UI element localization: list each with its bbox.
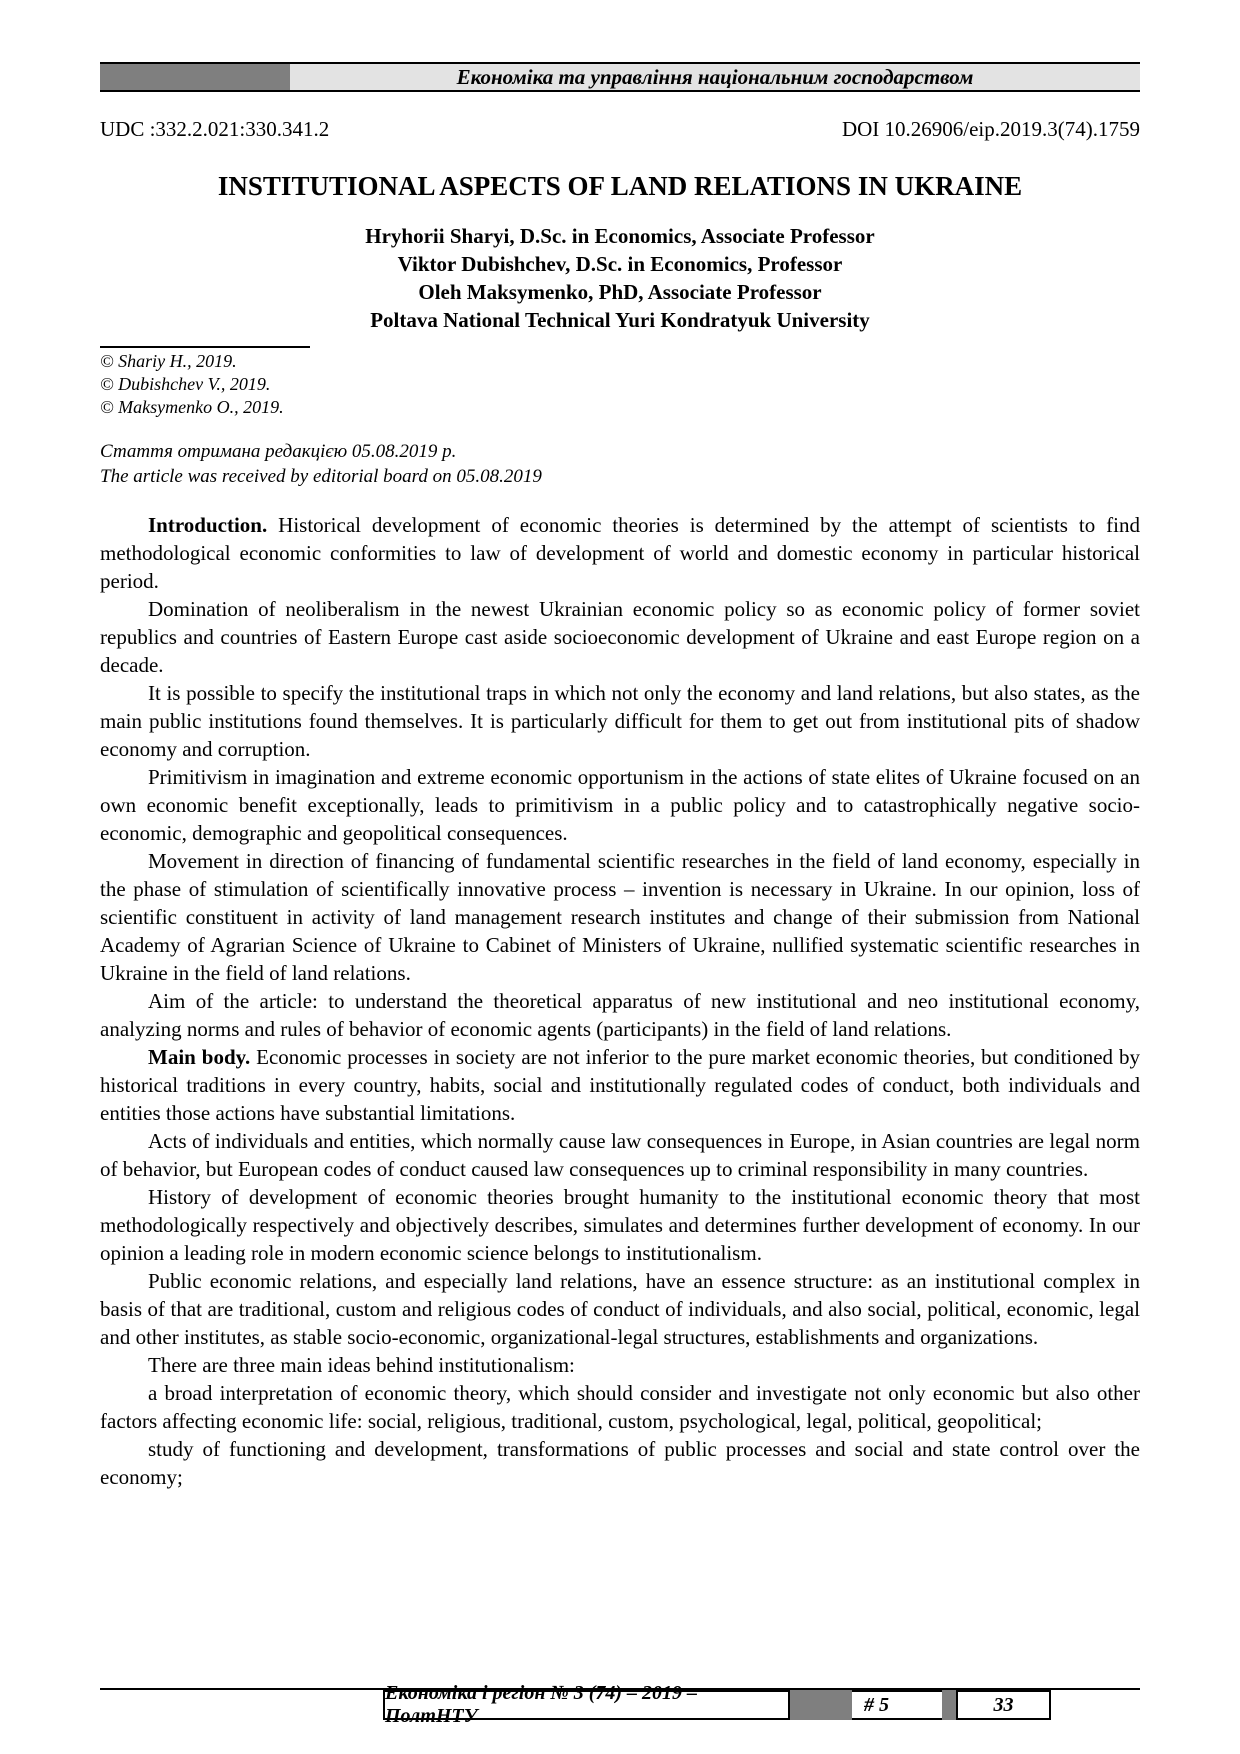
paragraph: There are three main ideas behind institutionalism: xyxy=(148,1353,575,1377)
paragraph: Primitivism in imagination and extreme economic opportunism in the actions of state elites of Ukraine focused on an own economic benefit exceptionally, leads to primitivism in a public policy and to catastrophically negative socio-economic, demographic and geopolitical consequences. xyxy=(100,765,1140,845)
copyright-line: © Maksymenko O., 2019. xyxy=(100,397,284,417)
received-date-en: The article was received by editorial board on 05.08.2019 xyxy=(100,466,542,487)
paragraph: a broad interpretation of economic theory, which should consider and investigate not only economic but also other factors affecting economic life: social, religious, traditional, custom, psychological, legal, political, geopolitical; xyxy=(100,1381,1140,1433)
doi-code: DOI 10.26906/eip.2019.3(74).1759 xyxy=(841,117,1140,141)
authors-block xyxy=(100,222,1140,334)
paragraph: Acts of individuals and entities, which normally cause law consequences in Europe, in Asian countries are legal norm of behavior, but European codes of conduct caused law consequences up to criminal responsibility in many countries. xyxy=(100,1129,1140,1181)
received-date-uk: Стаття отримана редакцією 05.08.2019 р. xyxy=(100,441,457,462)
article-title: INSTITUTIONAL ASPECTS OF LAND RELATIONS IN UKRAINE xyxy=(217,171,1023,201)
paragraph-lead: Introduction. xyxy=(148,513,279,537)
paragraph: Aim of the article: to understand the theoretical apparatus of new institutional and neo institutional economy, analyzing norms and rules of behavior of economic agents (participants) in the field of land relations. xyxy=(100,989,1140,1041)
paragraph: Public economic relations, and especially land relations, have an essence structure: as an institutional complex in basis of that are traditional, custom and religious codes of conduct of individuals, and also social, political, economic, legal and other institutes, as stable socio-economic, organizational-legal structures, establishments and organizations. xyxy=(100,1269,1140,1349)
paragraph: Introduction. Historical development of economic theories is determined by the attempt of scientists to find methodological economic conformities to law of development of world and domestic economy in particular historical period. xyxy=(100,513,1140,593)
received-block xyxy=(100,439,1140,489)
copyright-line: © Dubishchev V., 2019. xyxy=(100,374,271,394)
udc-doi-row xyxy=(100,116,1140,142)
footer-page-number: 33 xyxy=(956,1690,1051,1720)
footer-issue-number: # 5 xyxy=(852,1690,942,1720)
paragraph-lead: Main body. xyxy=(148,1045,257,1069)
page-footer xyxy=(100,1682,1140,1727)
paragraph: History of development of economic theories brought humanity to the institutional economic theory that most methodologically respectively and objectively describes, simulates and determines further development of economy. In our opinion a leading role in modern economic science belongs to institutionalism. xyxy=(100,1185,1140,1265)
journal-header-band xyxy=(100,62,1140,92)
copyright-block xyxy=(100,350,1140,419)
paragraph: Domination of neoliberalism in the newest Ukrainian economic policy so as economic policy of former soviet republics and countries of Eastern Europe cast aside socioeconomic development of Ukraine and east Europe region on a decade. xyxy=(100,597,1140,677)
footnote-separator xyxy=(100,346,310,348)
author-line: Poltava National Technical Yuri Kondratyuk University xyxy=(370,308,870,332)
footer-spacer xyxy=(100,1690,383,1720)
footer-gray-block xyxy=(790,1690,852,1720)
author-line: Viktor Dubishchev, D.Sc. in Economics, Professor xyxy=(397,252,843,276)
journal-section-title: Економіка та управління національним господарством xyxy=(290,64,1140,90)
article-body xyxy=(100,511,1140,1491)
author-line: Oleh Maksymenko, PhD, Associate Professor xyxy=(418,280,822,304)
author-line: Hryhorii Sharyi, D.Sc. in Economics, Associate Professor xyxy=(365,224,875,248)
paragraph: Main body. Economic processes in society are not inferior to the pure market economic theories, but conditioned by historical traditions in every country, habits, social and institutionally regulated codes of conduct, both individuals and entities those actions have substantial limitations. xyxy=(100,1045,1140,1125)
paragraph: It is possible to specify the institutional traps in which not only the economy and land relations, but also states, as the main public institutions found themselves. It is particularly difficult for them to get out from institutional pits of shadow economy and corruption. xyxy=(100,681,1140,761)
paragraph: study of functioning and development, transformations of public processes and social and state control over the economy; xyxy=(100,1437,1140,1489)
footer-filler xyxy=(1051,1690,1140,1720)
footer-gray-block-2 xyxy=(942,1690,956,1720)
copyright-line: © Shariy H., 2019. xyxy=(100,351,237,371)
paragraph: Movement in direction of financing of fundamental scientific researches in the field of land economy, especially in the phase of stimulation of scientifically innovative process – invention is necessary in Ukraine. In our opinion, loss of scientific constituent in activity of land management research institutes and change of their submission from National Academy of Agrarian Science of Ukraine to Cabinet of Ministers of Ukraine, nullified systematic scientific researches in Ukraine in the field of land relations. xyxy=(100,849,1140,985)
udc-code: UDC :332.2.021:330.341.2 xyxy=(100,117,330,141)
footer-journal-title: Економіка і регіон № 3 (74) – 2019 – ПолтНТУ xyxy=(383,1690,790,1720)
header-gray-block xyxy=(100,64,290,90)
